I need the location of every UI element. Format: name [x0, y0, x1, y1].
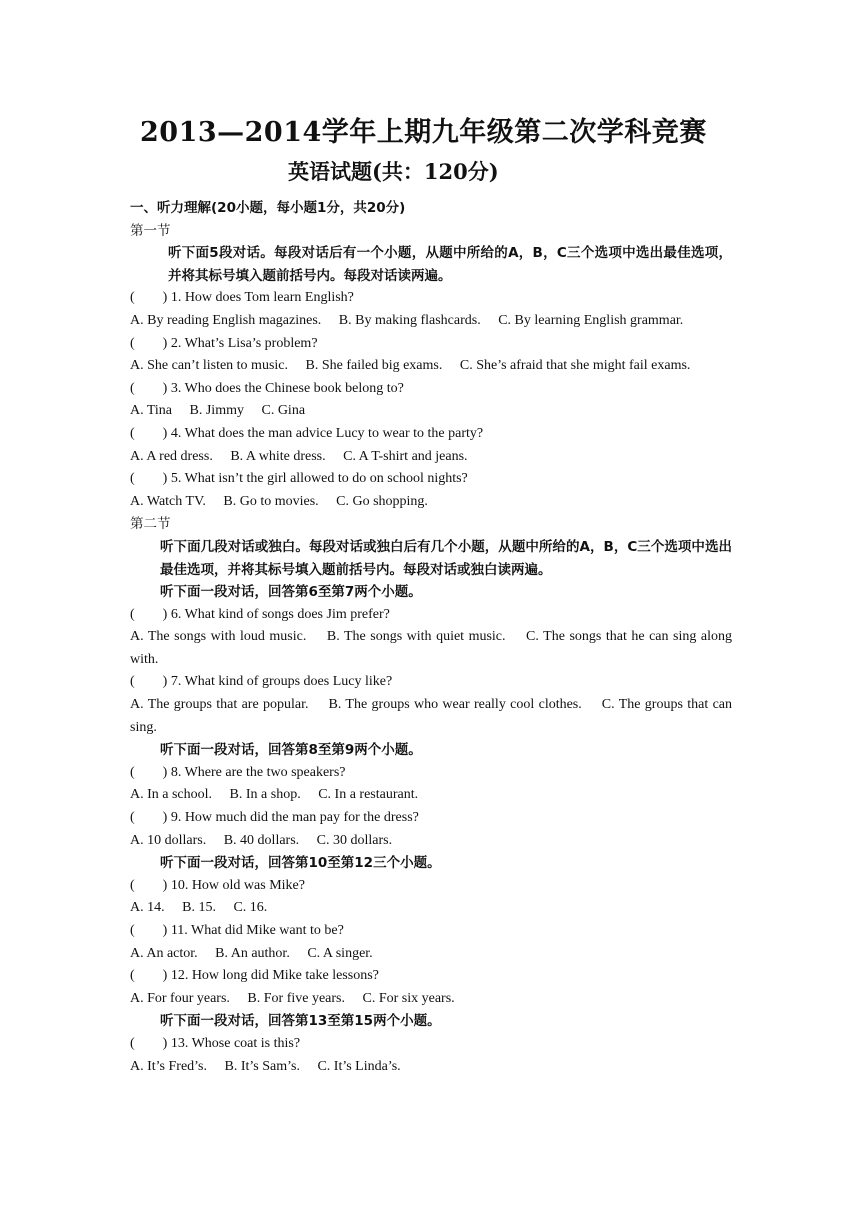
question-4-options: A. A red dress. B. A white dress. C. A T-shirt and jeans. — [130, 448, 468, 464]
question-5: ( ) 5. What isn’t the girl allowed to do on school nights? — [130, 471, 468, 487]
question-10-options: A. 14. B. 15. C. 16. — [130, 900, 268, 916]
question-13-options: A. It’s Fred’s. B. It’s Sam’s. C. It’s Linda’s. — [130, 1058, 401, 1074]
question-12: ( ) 12. How long did Mike take lessons? — [130, 968, 379, 984]
question-2-options: A. She can’t listen to music. B. She failed big exams. C. She’s afraid that she might fail exams. — [130, 358, 691, 374]
part1-instruction: 听下面5段对话。每段对话后有一个小题，从题中所给的A，B，C三个选项中选出最佳选项，并将其标号填入题前括号内。每段对话读两遍。 — [168, 245, 732, 284]
question-3-options: A. Tina B. Jimmy C. Gina — [130, 403, 306, 419]
question-8: ( ) 8. Where are the two speakers? — [130, 764, 346, 780]
question-2: ( ) 2. What’s Lisa’s problem? — [130, 335, 318, 351]
question-11-options: A. An actor. B. An author. C. A singer. — [130, 945, 373, 961]
part2-label: 第二节 — [130, 516, 171, 533]
exam-subtitle: 英语试题(共：120分) — [288, 159, 499, 184]
dialog-2-intro: 听下面一段对话，回答第8至第9两个小题。 — [160, 742, 422, 759]
dialog-1-intro: 听下面一段对话，回答第6至第7两个小题。 — [160, 584, 422, 601]
dialog-3-intro: 听下面一段对话，回答第10至第12三个小题。 — [160, 855, 441, 872]
question-1-options: A. By reading English magazines. B. By making flashcards. C. By learning English grammar. — [130, 312, 684, 328]
question-12-options: A. For four years. B. For five years. C. For six years. — [130, 990, 455, 1006]
question-3: ( ) 3. Who does the Chinese book belong to? — [130, 380, 404, 396]
part1-label: 第一节 — [130, 222, 171, 239]
question-1: ( ) 1. How does Tom learn English? — [130, 290, 354, 306]
section-heading: 一、听力理解(20小题，每小题1分，共20分) — [130, 200, 406, 216]
question-7: ( ) 7. What kind of groups does Lucy like? — [130, 674, 393, 690]
dialog-4-intro: 听下面一段对话，回答第13至第15两个小题。 — [160, 1013, 441, 1030]
question-9-options: A. 10 dollars. B. 40 dollars. C. 30 dollars. — [130, 832, 393, 848]
exam-title: 2013—2014学年上期九年级第二次学科竞赛 — [140, 117, 707, 148]
question-10: ( ) 10. How old was Mike? — [130, 877, 305, 893]
question-5-options: A. Watch TV. B. Go to movies. C. Go shopping. — [130, 493, 428, 509]
question-11: ( ) 11. What did Mike want to be? — [130, 923, 344, 938]
question-6-options: A. The songs with loud music. B. The songs with quiet music. C. The songs that he can sing along with. — [130, 629, 732, 667]
part2-instruction: 听下面几段对话或独白。每段对话或独白后有几个小题，从题中所给的A，B，C三个选项中选出最佳选项，并将其标号填入题前括号内。每段对话或独白读两遍。 — [160, 538, 732, 578]
question-7-options: A. The groups that are popular. B. The groups who wear really cool clothes. C. The groups that can sing. — [130, 697, 732, 735]
question-13: ( ) 13. Whose coat is this? — [130, 1035, 301, 1051]
question-6: ( ) 6. What kind of songs does Jim prefer? — [130, 606, 390, 622]
exam-body — [130, 197, 732, 1078]
question-9: ( ) 9. How much did the man pay for the dress? — [130, 810, 419, 826]
question-8-options: A. In a school. B. In a shop. C. In a restaurant. — [130, 787, 419, 803]
question-4: ( ) 4. What does the man advice Lucy to wear to the party? — [130, 425, 484, 441]
